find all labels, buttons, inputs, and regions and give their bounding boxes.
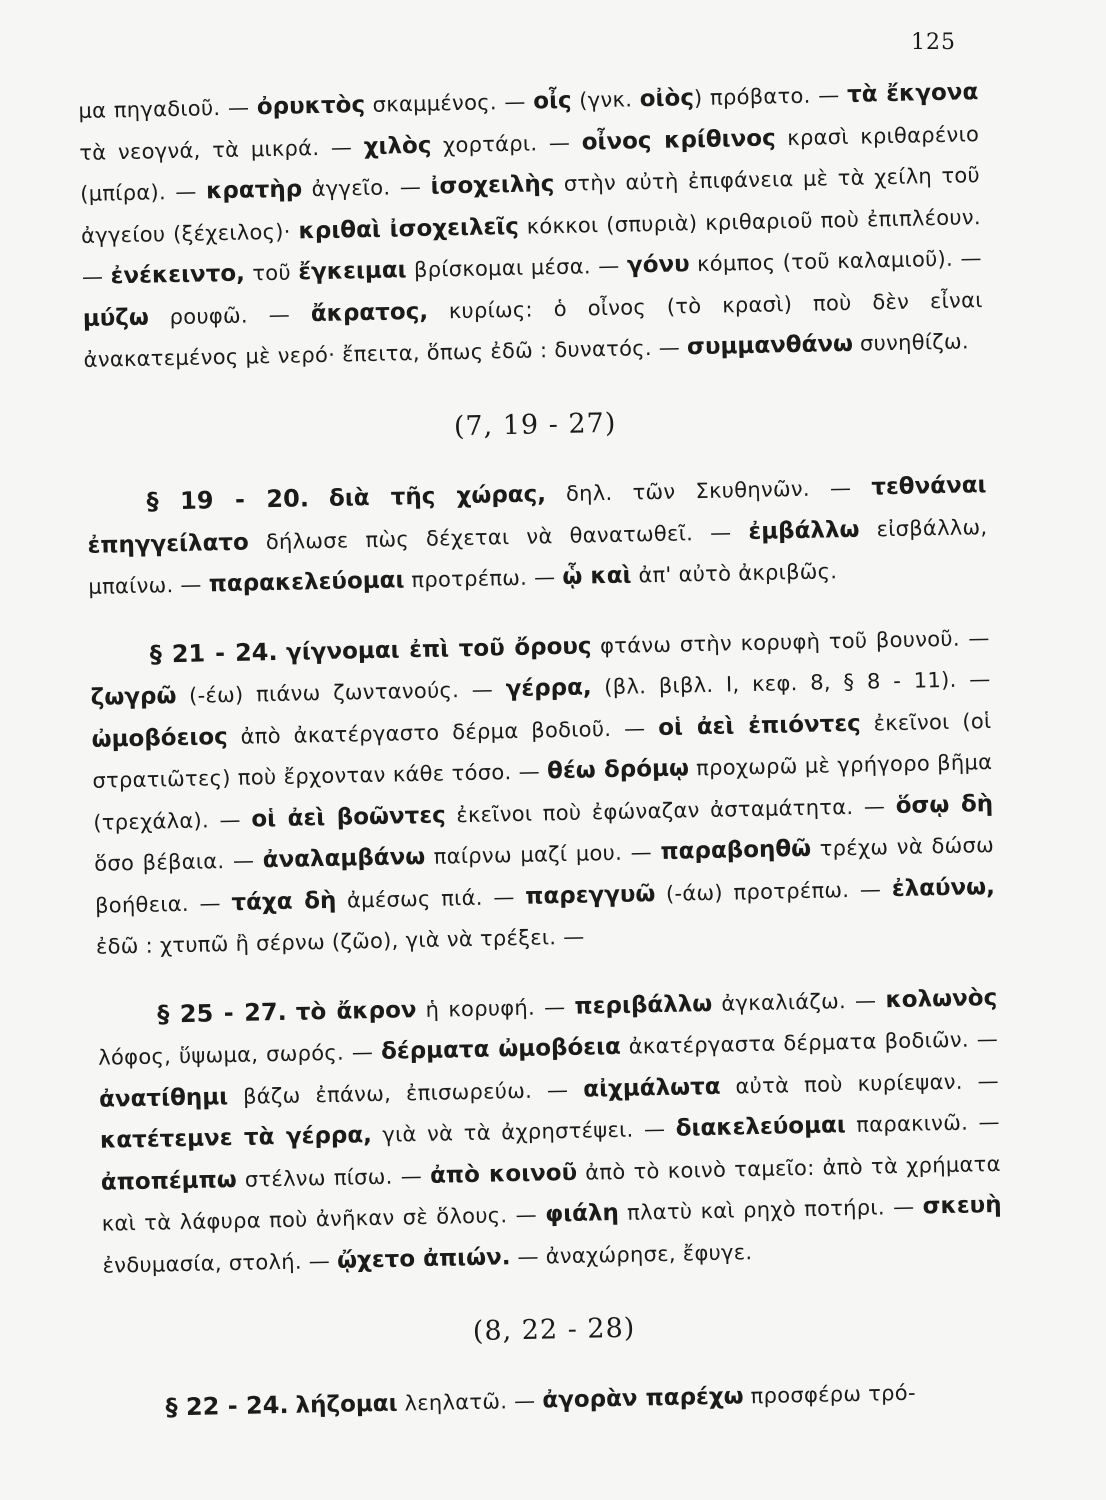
- headword: ἰσοχειλὴς: [430, 171, 555, 200]
- definition-text: δήλωσε πὼς δέχεται νὰ θανατωθεῖ. —: [248, 519, 749, 555]
- definition-text: στὴν αὐτὴ ἐπιφάνεια μὲ τὰ χείλη τοῦ ἀγγείου (ξέχειλος)·: [80, 163, 981, 248]
- definition-text: ἀπ' αὐτὸ ἀκριβῶς.: [631, 559, 838, 588]
- definition-text: γιὰ νὰ τὰ ἀχρηστέψει. —: [371, 1116, 676, 1148]
- definition-text: δηλ. τῶν Σκυθηνῶν. —: [545, 475, 872, 507]
- definition-text: προσφέρω τρό-: [743, 1380, 917, 1408]
- headword: ᾤχετο ἀπιών.: [336, 1243, 511, 1274]
- headword: κριθαὶ ἰσοχειλεῖς: [298, 213, 520, 244]
- section-heading: (7, 19 - 27): [453, 407, 617, 442]
- definition-text: ὅσο βέβαια. —: [93, 848, 264, 876]
- glossary-paragraph: [78, 71, 984, 380]
- headword: κατέτεμνε τὰ γέρρα,: [99, 1122, 373, 1154]
- headword: χιλὸς: [363, 132, 432, 160]
- definition-text: (-άω) προτρέπω. —: [655, 876, 893, 906]
- definition-text: αὐτὰ ποὺ κυρίεψαν. —: [720, 1068, 1000, 1099]
- headword: συμμανθάνω: [686, 330, 854, 361]
- definition-text: ἐδῶ : χτυπῶ ἢ σέρνω (ζῶο), γιὰ νὰ τρέξει. —: [95, 924, 585, 959]
- definition-text: ἐκεῖνοι (οἱ στρατιῶτες) ποὺ ἔρχονταν κάθε τόσο. —: [92, 708, 992, 793]
- headword: ζωγρῶ: [90, 683, 177, 711]
- definition-text: τρέχω νὰ δώσω βοήθεια. —: [94, 832, 995, 918]
- headword: φιάλη: [544, 1199, 620, 1228]
- section-reference: § 19 - 20.: [146, 484, 310, 516]
- definition-text: μα πηγαδιοῦ. —: [78, 95, 258, 123]
- headword: θέω δρόμῳ: [546, 755, 690, 785]
- definition-text: στέλνω πίσω. —: [236, 1163, 431, 1192]
- definition-text: ἀμέσως πιά. —: [336, 884, 526, 913]
- glossary-paragraph: [105, 1369, 1006, 1429]
- headword: ἐνέκειντο,: [110, 260, 246, 290]
- headword: γέρρα,: [505, 674, 592, 703]
- definition-text: χορτάρι. —: [431, 129, 582, 158]
- definition-text: βάζω ἐπάνω, ἐπισωρεύω. —: [227, 1077, 584, 1109]
- definition-text: ἀκατέργαστα δέρματα βοδιῶν. —: [620, 1026, 999, 1059]
- definition-text: λεηλατῶ. —: [397, 1388, 543, 1416]
- glossary-paragraph: [97, 976, 1003, 1285]
- headword: ὠμοβόειος: [91, 723, 229, 753]
- definition-text: ρουφῶ. —: [148, 301, 312, 330]
- definition-text: ἐνδυμασία, στολή. —: [102, 1248, 338, 1278]
- headword: τὰ ἔκγονα: [846, 79, 979, 108]
- headword: οἱ ἀεὶ βοῶντες: [251, 801, 447, 833]
- headword: παρακελεύομαι: [208, 567, 405, 598]
- definition-text: ἀγγεῖο. —: [301, 174, 431, 202]
- section-reference: § 25 - 27.: [157, 997, 287, 1029]
- definition-text: ) πρόβατο. —: [693, 82, 848, 111]
- section-reference: § 22 - 24.: [165, 1390, 289, 1421]
- headword: ἐλαύνω,: [891, 873, 996, 902]
- definition-text: συνηθίζω.: [852, 329, 970, 356]
- headword: περιβάλλω: [574, 990, 713, 1020]
- headword: δέρματα ὠμοβόεια: [380, 1033, 622, 1065]
- definition-text: κυρίως: ὁ οἶνος (τὸ κρασὶ) ποὺ δὲν εἶναι ἀνακατεμένος μὲ νερό· ἔπειτα, ὅπως ἐδῶ : δυνατός. —: [83, 287, 983, 372]
- glossary-paragraph: [89, 617, 996, 968]
- headword: οἰὸς: [639, 85, 695, 113]
- headword: ἀπὸ κοινοῦ: [429, 1159, 578, 1189]
- section-reference: § 21 - 24.: [149, 637, 278, 669]
- headword: τεθνάναι ἐπηγγείλατο: [87, 472, 987, 559]
- definition-text: τὰ νεογνά, τὰ μικρά. —: [79, 134, 364, 165]
- definition-text: ἀπὸ ἀκατέργαστο δέρμα βοδιοῦ. —: [227, 715, 659, 749]
- definition-text: τοῦ: [244, 260, 299, 286]
- headword: ἀναλαμβάνω: [262, 843, 426, 874]
- definition-text: παρακινῶ. —: [845, 1109, 1001, 1138]
- headword: παραβοηθῶ: [660, 835, 812, 865]
- definition-text: ἡ κορυφή. —: [416, 994, 575, 1022]
- headword: παρεγγυῶ: [524, 880, 656, 910]
- headword: κολωνὸς: [885, 984, 998, 1013]
- headword: τὸ ἄκρον: [295, 996, 417, 1026]
- definition-text: λόφος, ὕψωμα, σωρός. —: [98, 1039, 382, 1070]
- headword: ἔγκειμαι: [298, 257, 407, 286]
- headword: γόνυ: [626, 251, 690, 279]
- definition-text: σκαμμένος. —: [364, 89, 534, 117]
- page-number: 125: [911, 30, 956, 55]
- definition-text: ἀπὸ τὸ κοινὸ ταμεῖο: ἀπὸ τὰ χρήματα καὶ τὰ λάφυρα ποὺ ἀνῆκαν σὲ ὅλους. —: [101, 1151, 1001, 1236]
- headword: κρατὴρ: [205, 176, 303, 205]
- headword: οἶς: [533, 87, 572, 115]
- definition-text: παίρνω μαζί μου. —: [424, 839, 661, 869]
- definition-text: βρίσκομαι μέσα. —: [406, 253, 628, 283]
- headword: ᾧ καὶ: [562, 562, 632, 590]
- headword: ὀρυκτὸς: [256, 91, 366, 121]
- headword: οἶνος κρίθινος: [581, 124, 776, 155]
- headword: ὅσῳ δὴ: [895, 790, 994, 819]
- definition-text: φτάνω στὴν κορυφὴ τοῦ βουνοῦ. —: [591, 625, 990, 658]
- headword: τάχα δὴ: [231, 887, 337, 916]
- definition-text: κρασὶ κριθαρένιο (μπίρα). —: [79, 121, 980, 206]
- headword: οἱ ἀεὶ ἐπιόντες: [657, 710, 862, 741]
- headword: ἀγορὰν παρέχω: [542, 1382, 744, 1414]
- headword: μύζω: [82, 304, 150, 332]
- definition-text: — ἀναχώρησε, ἔφυγε.: [510, 1239, 753, 1269]
- definition-text: εἰσβάλλω, μπαίνω. —: [88, 514, 988, 599]
- definition-text: (βλ. βιβλ. I, κεφ. 8, § 8 - 11). —: [591, 667, 991, 700]
- definition-text: (-έω) πιάνω ζωντανούς. —: [176, 677, 506, 709]
- headword: γίγνομαι ἐπὶ τοῦ ὄρους: [285, 632, 592, 666]
- headword: σκευὴ: [922, 1191, 1002, 1220]
- headword: διὰ τῆς χώρας,: [328, 481, 547, 512]
- definition-text: ἀγκαλιάζω. —: [712, 987, 886, 1016]
- headword: ἀποπέμπω: [100, 1166, 238, 1196]
- definition-text: κόμπος (τοῦ καλαμιοῦ). —: [689, 246, 983, 277]
- headword: ἀνατίθημι: [98, 1083, 229, 1113]
- headword: διακελεύομαι: [675, 1112, 847, 1142]
- section-heading: (8, 22 - 28): [472, 1312, 636, 1347]
- page-body: [78, 71, 1006, 1430]
- glossary-paragraph: [86, 464, 988, 607]
- headword: αἰχμάλωτα: [582, 1073, 721, 1103]
- definition-text: [309, 487, 330, 511]
- definition-text: προτρέπω. —: [404, 564, 563, 593]
- headword: λήζομαι: [295, 1390, 398, 1419]
- headword: ἄκρατος,: [310, 298, 429, 327]
- definition-text: κόκκοι (σπυριὰ) κριθαριοῦ ποὺ ἐπιπλέουν. —: [81, 204, 982, 289]
- headword: ἐμβάλλω: [748, 516, 860, 545]
- definition-text: προχωρῶ μὲ γρήγορο βῆμα (τρεχάλα). —: [93, 750, 993, 835]
- definition-text: πλατὺ καὶ ρηχὸ ποτήρι. —: [618, 1194, 923, 1225]
- definition-text: (γνκ.: [571, 87, 640, 113]
- definition-text: ἐκεῖνοι ποὺ ἐφώναζαν ἀσταμάτητα. —: [445, 793, 896, 827]
